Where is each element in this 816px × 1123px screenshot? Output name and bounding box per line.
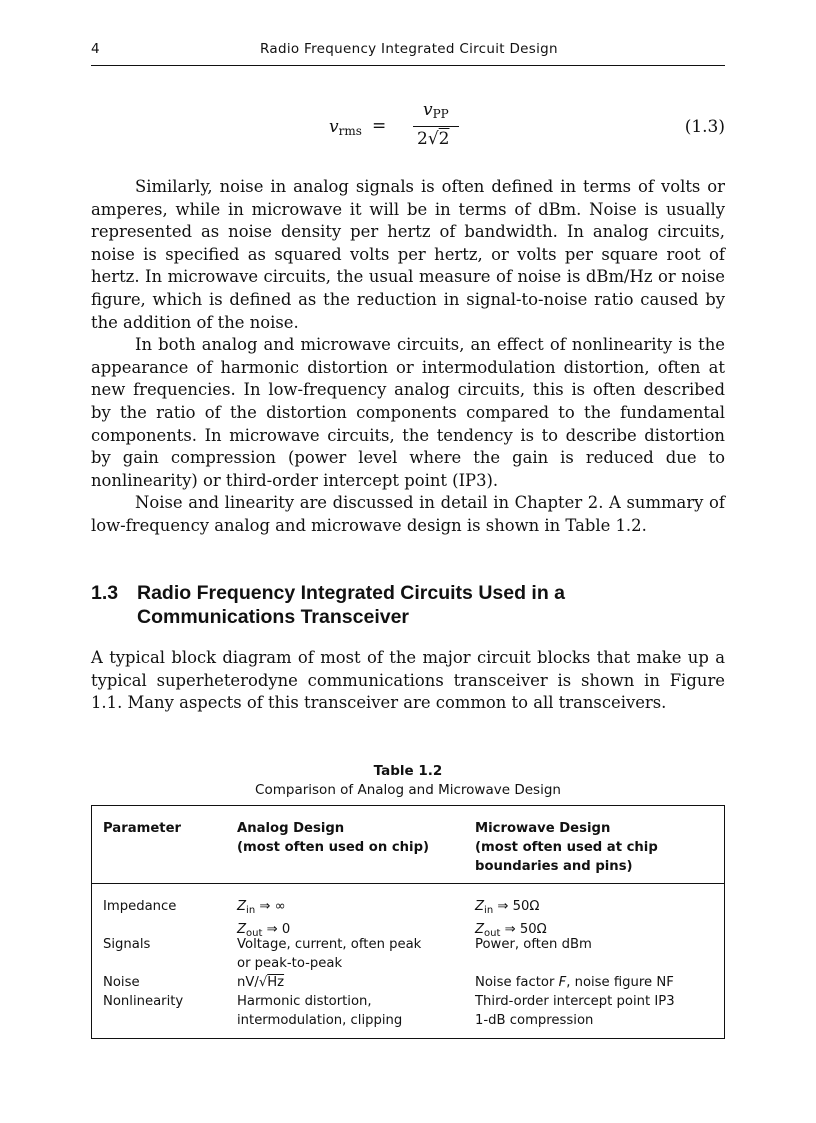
- noise-micro-prefix: Noise factor: [475, 975, 559, 990]
- table-header-rule: [92, 883, 724, 884]
- table-header-row: [92, 819, 724, 877]
- noise-micro-italic: F: [558, 975, 567, 990]
- equation-label: (1.3): [684, 117, 725, 137]
- lhs-variable: v: [329, 117, 339, 137]
- section-title: Radio Frequency Integrated Circuits Used in a Communications Transceiver: [137, 582, 566, 628]
- signals-analog-line2: or peak-to-peak: [237, 956, 343, 972]
- numerator-subscript: PP: [432, 107, 449, 121]
- micro-zin-sub: in: [484, 905, 494, 916]
- micro-zin-var: Z: [475, 899, 485, 914]
- cell-signals-microwave: [475, 935, 715, 954]
- noise-analog-radicand: Hz: [267, 975, 285, 990]
- zout-rest: ⇒ 0: [262, 922, 291, 938]
- table-label: Table 1.2: [373, 763, 443, 779]
- cell-nonlinearity-param: [103, 992, 183, 1011]
- nonlinearity-analog-line2: intermodulation, clipping: [237, 1013, 403, 1029]
- fraction-bar: [413, 126, 459, 127]
- equation-lhs: [329, 117, 362, 138]
- noise-analog-prefix: nV/√: [237, 975, 268, 990]
- zout-var: Z: [237, 922, 247, 938]
- table-title: Comparison of Analog and Microwave Design: [255, 782, 561, 798]
- header-microwave-line3: boundaries and pins): [475, 859, 633, 875]
- header-analog: [237, 819, 467, 857]
- micro-zout-var: Z: [475, 922, 485, 938]
- micro-zout-rest: ⇒ 50Ω: [500, 922, 547, 938]
- noise-param-text: Noise: [103, 975, 140, 990]
- paragraph-nonlinearity: In both analog and microwave circuits, an effect of nonlinearity is the appearance of harmonic distortion or intermodulation distortion, often at new frequencies. In low-frequency analog circuits, this is often described by the ratio of the distortion components compared to the fundamental components. In microwave circuits, the tendency is to describe distortion by gain compression (power level where the gain is reduced due to nonlinearity) or third-order intercept point (IP3).: [91, 335, 725, 490]
- body-text-after-section: [91, 647, 725, 715]
- nonlinearity-micro-line1: Third-order intercept point IP3: [475, 994, 675, 1009]
- cell-impedance-param: [103, 897, 176, 916]
- cell-signals-param: [103, 935, 150, 954]
- noise-micro-text: [475, 973, 715, 992]
- running-title: Radio Frequency Integrated Circuit Design: [260, 41, 558, 57]
- denominator-coefficient: 2: [417, 129, 428, 149]
- header-analog-line1: Analog Design: [237, 821, 345, 836]
- section-number: 1.3: [91, 582, 119, 604]
- lhs-subscript: rms: [338, 124, 362, 138]
- sqrt-sign: √: [427, 129, 439, 149]
- paragraph-noise: Similarly, noise in analog signals is often defined in terms of volts or amperes, while in microwave it will be in terms of dBm. Noise is usually represented as noise density per hertz of bandwidth. In analog circuits, noise is specified as squared volts per hertz, or volts per square root of hertz. In microwave circuits, the usual measure of noise is dBm/Hz or noise figure, which is defined as the reduction in signal-to-noise ratio caused by the addition of the noise.: [91, 177, 725, 332]
- signals-param-text: Signals: [103, 937, 151, 952]
- page-number: 4: [91, 41, 100, 57]
- nonlinearity-analog-line1: Harmonic distortion,: [237, 994, 372, 1009]
- cell-signals-analog: [237, 935, 467, 973]
- table-caption: [91, 762, 725, 800]
- sqrt-radicand: 2: [438, 129, 450, 149]
- zin-sub: in: [246, 905, 256, 916]
- noise-micro-suffix: , noise figure NF: [566, 975, 674, 990]
- comparison-table: [91, 805, 725, 1039]
- cell-noise-analog: [237, 973, 467, 992]
- paragraph-transceiver: A typical block diagram of most of the major circuit blocks that make up a typical superheterodyne communications transceiver is shown in Figure 1.1. Many aspects of this transceiver are common to all transceivers.: [91, 648, 725, 713]
- signals-micro-text: Power, often dBm: [475, 937, 592, 952]
- header-microwave: [475, 819, 715, 877]
- micro-zin-rest: ⇒ 50Ω: [493, 899, 540, 914]
- paragraph-summary: Noise and linearity are discussed in detail in Chapter 2. A summary of low-frequency analog and microwave design is shown in Table 1.2.: [91, 493, 725, 535]
- nonlinearity-micro-line2: 1-dB compression: [475, 1013, 594, 1029]
- impedance-analog-zin: [237, 897, 467, 920]
- header-microwave-line2: (most often used at chip: [475, 840, 658, 856]
- header-parameter-text: Parameter: [103, 821, 182, 836]
- zin-rest: ⇒ ∞: [255, 899, 286, 914]
- running-head: [91, 41, 725, 61]
- header-parameter: [103, 819, 181, 838]
- equation-denominator: [417, 129, 450, 149]
- noise-analog-text: [237, 973, 467, 992]
- header-rule: [91, 65, 725, 66]
- zin-var: Z: [237, 899, 247, 914]
- numerator-variable: v: [423, 100, 433, 120]
- equals-sign: =: [372, 116, 387, 136]
- body-text-before-section: [91, 176, 725, 538]
- cell-nonlinearity-microwave: [475, 992, 715, 1030]
- header-microwave-line1: Microwave Design: [475, 821, 611, 836]
- signals-analog-line1: Voltage, current, often peak: [237, 937, 422, 952]
- cell-nonlinearity-analog: [237, 992, 467, 1030]
- equation-1-3: [91, 100, 725, 156]
- header-analog-line2: (most often used on chip): [237, 840, 430, 856]
- impedance-param-text: Impedance: [103, 899, 177, 914]
- cell-noise-param: [103, 973, 140, 992]
- nonlinearity-param-text: Nonlinearity: [103, 994, 184, 1009]
- equation-numerator: [423, 100, 449, 121]
- impedance-micro-zin: [475, 897, 715, 920]
- cell-noise-microwave: [475, 973, 715, 992]
- micro-zout-sub: out: [484, 928, 501, 940]
- zout-sub: out: [246, 928, 263, 940]
